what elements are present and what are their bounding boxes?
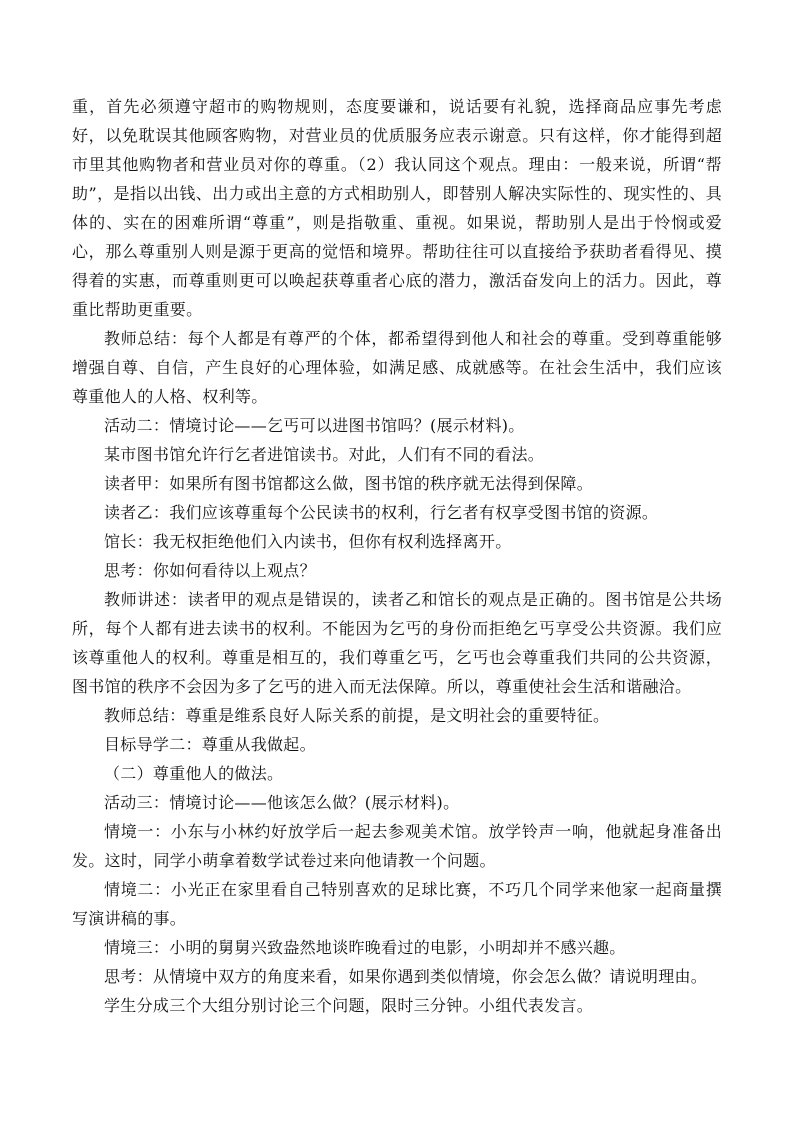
paragraph-activity-three: 活动三：情境讨论——他该怎么做？(展示材料)。	[104, 793, 460, 812]
paragraph-scenario-three: 情境三：小明的舅舅兴致盎然地谈昨晚看过的电影，小明却并不感兴趣。	[104, 938, 626, 957]
paragraph-scenario-one: 情境一：小东与小林约好放学后一起去参观美术馆。放学铃声一响，他就起身准备出发。这时，同学小萌拿着数学试卷过来向他请教一个问题。	[72, 822, 722, 870]
paragraph-reader-a: 读者甲：如果所有图书馆都这么做，图书馆的秩序就无法得到保障。	[104, 474, 594, 493]
document-page	[72, 92, 722, 1020]
paragraph-goal-two: 目标导学二：尊重从我做起。	[104, 735, 316, 754]
paragraph-think-1: 思考：你如何看待以上观点？	[104, 561, 316, 580]
paragraph-teacher-explanation: 教师讲述：读者甲的观点是错误的，读者乙和馆长的观点是正确的。图书馆是公共场所，每个人都有进去读书的权利。不能因为乞丐的身份而拒绝乞丐享受公共资源。我们应该尊重他人的权利。尊重是相互的，我们尊重乞丐，乞丐也会尊重我们共同的公共资源，图书馆的秩序不会因为多了乞丐的进入而无法保障。所以，尊重使社会生活和谐融洽。	[72, 590, 722, 696]
paragraph-curator: 馆长：我无权拒绝他们入内读书，但你有权利选择离开。	[104, 532, 512, 551]
paragraph-library-material: 某市图书馆允许行乞者进馆读书。对此，人们有不同的看法。	[104, 445, 545, 464]
paragraph-activity-two: 活动二：情境讨论——乞丐可以进图书馆吗？(展示材料)。	[104, 416, 525, 435]
paragraph-teacher-summary-2: 教师总结：尊重是维系良好人际关系的前提，是文明社会的重要特征。	[104, 706, 610, 725]
paragraph-continuation: 重，首先必须遵守超市的购物规则，态度要谦和，说话要有礼貌，选择商品应事先考虑好，以免耽误其他顾客购物，对营业员的优质服务应表示谢意。只有这样，你才能得到超市里其他购物者和营业员对你的尊重。（2）我认同这个观点。理由：一般来说，所谓“帮助”，是指以出钱、出力或出主意的方式相助别人，即替别人解决实际性的、现实性的、具体的、实在的困难所谓“尊重”，则是指敬重、重视。如果说，帮助别人是出于怜悯或爱心，那么尊重别人则是源于更高的觉悟和境界。帮助往往可以直接给予获助者看得见、摸得着的实惠，而尊重则更可以唤起获尊重者心底的潜力，激活奋发向上的活力。因此，尊重比帮助更重要。	[72, 97, 722, 319]
paragraph-scenario-two: 情境二：小光正在家里看自己特别喜欢的足球比赛，不巧几个同学来他家一起商量撰写演讲稿的事。	[72, 880, 722, 928]
paragraph-teacher-summary-1: 教师总结：每个人都是有尊严的个体，都希望得到他人和社会的尊重。受到尊重能够增强自尊、自信，产生良好的心理体验，如满足感、成就感等。在社会生活中，我们应该尊重他人的人格、权利等。	[72, 329, 722, 406]
paragraph-section-heading: （二）尊重他人的做法。	[104, 764, 284, 783]
paragraph-group-discussion: 学生分成三个大组分别讨论三个问题，限时三分钟。小组代表发言。	[104, 996, 594, 1015]
paragraph-reader-b: 读者乙：我们应该尊重每个公民读书的权利，行乞者有权享受图书馆的资源。	[104, 503, 659, 522]
paragraph-think-2: 思考：从情境中双方的角度来看，如果你遇到类似情境，你会怎么做？请说明理由。	[104, 967, 708, 986]
